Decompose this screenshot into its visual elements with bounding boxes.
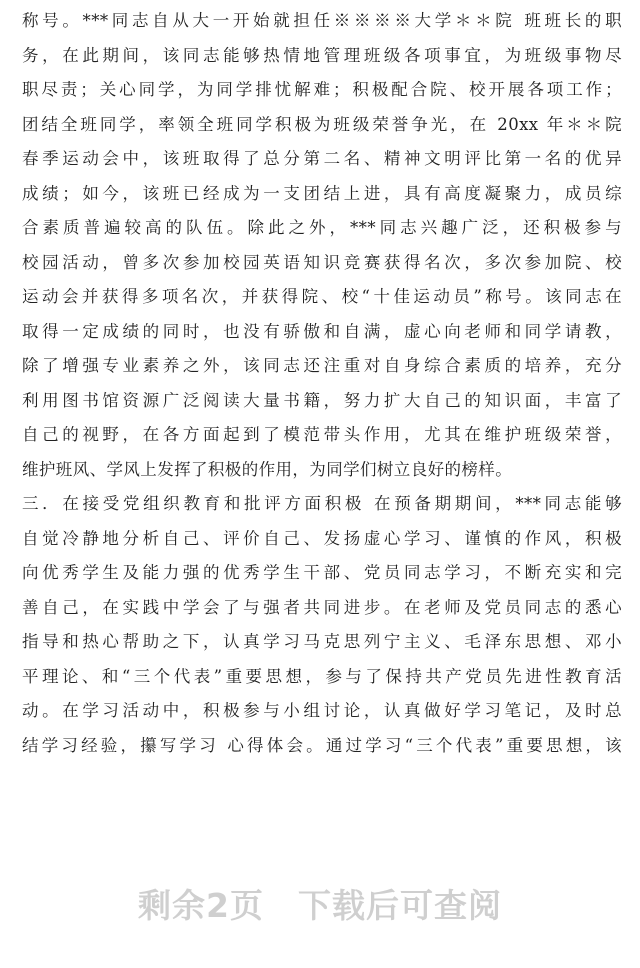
text-line: 合素质普遍较高的队伍。除此之外，***同志兴趣广泛，还积极参与 [22, 218, 622, 237]
text-line: 平理论、和“三个代表”重要思想，参与了保持共产党员先进性教育活 [22, 666, 622, 686]
text-line: 运动会并获得多项名次，并获得院、校“十佳运动员”称号。该同志在 [22, 287, 622, 306]
text-line: 务，在此期间，该同志能够热情地管理班级各项事宜，为班级事物尽 [22, 45, 622, 65]
text-line: 春季运动会中，该班取得了总分第二名、精神文明评比第一名的优异 [22, 149, 622, 168]
text-line: 指导和热心帮助之下，认真学习马克思列宁主义、毛泽东思想、邓小 [22, 632, 622, 651]
remaining-pages-label: 剩余2页 [138, 886, 264, 925]
text-line: 校园活动，曾多次参加校园英语知识竞赛获得名次，多次参加院、校 [22, 252, 622, 272]
text-line: 结学习经验，攥写学习 心得体会。通过学习“三个代表”重要思想，该 [22, 735, 622, 755]
text-line: 利用图书馆资源广泛阅读大量书籍，努力扩大自己的知识面，丰富了 [22, 390, 622, 410]
text-line: 善自己，在实践中学会了与强者共同进步。在老师及党员同志的悉心 [22, 597, 622, 617]
text-line: 团结全班同学，率领全班同学积极为班级荣誉争光，在 20xx 年＊＊院 [22, 114, 622, 134]
text-line: 动。在学习活动中，积极参与小组讨论，认真做好学习笔记，及时总 [22, 701, 622, 720]
text-line: 三．在接受党组织教育和批评方面积极 在预备期期间，***同志能够 [22, 494, 622, 513]
text-line: 维护班风、学风上发挥了积极的作用，为同学们树立良好的榜样。 [22, 459, 513, 479]
download-prompt[interactable] [0, 880, 640, 927]
download-hint-label: 下载后可查阅 [297, 886, 502, 925]
text-line: 称号。***同志自从大一开始就担任※※※※大学＊＊院 班班长的职 [22, 11, 622, 30]
text-line: 自觉冷静地分析自己、评价自己、发扬虚心学习、谨慎的作风，积极 [22, 528, 622, 548]
text-line: 职尽责；关心同学，为同学排忧解难；积极配合院、校开展各项工作； [22, 80, 622, 99]
text-line: 取得一定成绩的同时，也没有骄傲和自满，虚心向老师和同学请教， [22, 321, 622, 341]
text-line: 自己的视野，在各方面起到了模范带头作用，尤其在维护班级荣誉， [22, 425, 622, 444]
text-line: 向优秀学生及能力强的优秀学生干部、党员同志学习，不断充实和完 [22, 563, 622, 582]
document-body [22, 0, 622, 763]
text-line: 除了增强专业素养之外，该同志还注重对自身综合素质的培养，充分 [22, 356, 622, 375]
text-line: 成绩；如今，该班已经成为一支团结上进，具有高度凝聚力，成员综 [22, 183, 622, 203]
